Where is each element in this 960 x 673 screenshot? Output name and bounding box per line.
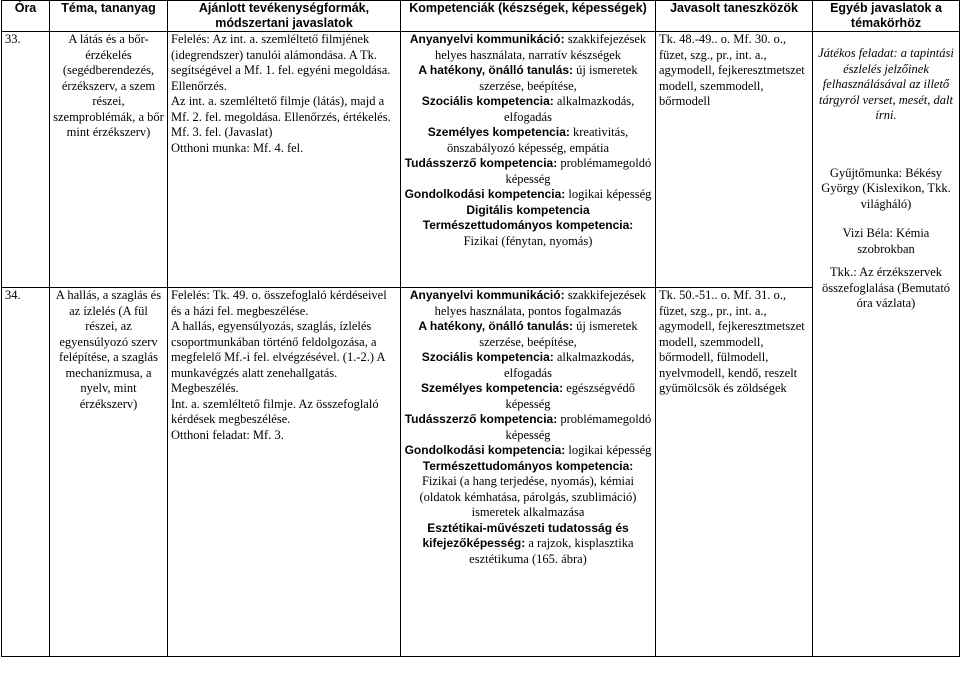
header-tevekenyseg: Ajánlott tevékenységformák, módszertani javaslatok (168, 1, 401, 32)
header-eszkozok: Javasolt taneszközök (656, 1, 813, 32)
row-34-comp-3-text: alkalmazkodás, elfogadás (504, 350, 635, 380)
egyeb-javaslatok (813, 32, 960, 657)
table-row-33 (2, 32, 960, 288)
row-33-tema: A látás és a bőr-érzékelés (segédberendezés, érzékszerv, a szem részei, szemproblémák, a bőr mint érzékszerv) (50, 32, 168, 288)
row-33-comp-8-label: Természettudományos kompetencia: (422, 218, 634, 232)
row-34-act-1: Felelés: Tk. 49. o. összefoglaló kérdéseivel és a házi fel. megbeszélése. (171, 288, 387, 318)
egyeb-vizi: Vizi Béla: Kémia szobrokban (842, 226, 930, 256)
row-33-comp-1-text: szakkifejezések helyes használata, narratív készségek (434, 32, 647, 62)
row-34-comp-2-text: új ismeretek szerzése, beépítése, (479, 319, 638, 349)
egyeb-tkk: Tkk.: Az érzékszervek összefoglalása (Bemutató óra vázlata) (821, 265, 951, 310)
row-34-comp-6-text: logikai képesség (568, 443, 652, 457)
row-34-comp-4-text: egészségvédő képesség (505, 381, 635, 411)
egyeb-gyujtomunka: Gyűjtőmunka: Békésy György (Kislexikon, Tkk. világháló) (821, 165, 951, 211)
row-34-comp-7-label: Természettudományos kompetencia: (422, 458, 634, 473)
header-tema: Téma, tananyag (50, 1, 168, 32)
row-33-comp-1-label: Anyanyelvi kommunikáció: (409, 32, 565, 46)
header-egyeb: Egyéb javaslatok a témakörhöz (813, 1, 960, 32)
row-34-comp-3-label: Szociális kompetencia: (421, 350, 554, 364)
row-34-act-3: Int. a. szemléltető filmje. Az összefoglaló kérdések megbeszélése. (171, 396, 379, 426)
row-34-tevekenyseg (168, 288, 401, 657)
header-ora: Óra (2, 1, 50, 32)
row-34-comp-8-label: Esztétikai-művészeti tudatosság és kifejezőképesség: (422, 520, 629, 550)
row-34-eszkozok: Tk. 50.-51.. o. Mf. 31. o., füzet, szg., pr., int. a., agymodell, fejkeresztmetszet modell, szemmodell, bőrmodell, fülmodell, nyelvmodell, kendő, reszelt gyümölcsök és zöldségek (656, 288, 813, 657)
row-34-comp-8-text: a rajzok, kisplasztika esztétikuma (165. ábra) (469, 536, 634, 566)
row-33-act-2: Az int. a. szemléltető filmje (látás), majd a Mf. 2. fel. megoldása. Ellenőrzés, értékelés. Mf. 3. fel. (Javaslat) (171, 94, 391, 139)
egyeb-jatek: Játékos feladat: a tapintási észlelés jelzőinek felhasználásával az illető tárgyról verset, mesét, dalt írni. (818, 46, 954, 122)
row-33-tevekenyseg (168, 32, 401, 288)
lesson-plan-table (1, 0, 960, 657)
row-33-comp-4-text: kreativitás, önszabályozó képesség, empátia (446, 125, 629, 155)
row-34-ora: 34. (2, 288, 50, 657)
row-33-comp-8-text: Fizikai (fénytan, nyomás) (463, 233, 593, 248)
row-33-eszkozok: Tk. 48.-49.. o. Mf. 30. o., füzet, szg., pr., int. a., agymodell, fejkeresztmetszet modell, szemmodell, bőrmodell (656, 32, 813, 288)
row-33-comp-2-label: A hatékony, önálló tanulás: (418, 63, 574, 77)
row-34-comp-6-label: Gondolkodási kompetencia: (404, 443, 566, 457)
row-34-comp-5-text: problémamegoldó képesség (505, 412, 652, 442)
row-34-comp-5-label: Tudásszerző kompetencia: (404, 412, 558, 426)
header-row (2, 1, 960, 32)
row-33-comp-6-text: logikai képesség (568, 187, 652, 201)
row-33-ora: 33. (2, 32, 50, 288)
row-33-comp-5-text: problémamegoldó képesség (505, 156, 652, 186)
row-34-comp-7-text: Fizikai (a hang terjedése, nyomás), kémiai (oldatok kémhatása, párolgás, szublimáció) ismeretek alkalmazása (419, 474, 637, 519)
row-33-comp-3-text: alkalmazkodás, elfogadás (504, 94, 635, 124)
row-34-act-2: A hallás, egyensúlyozás, szaglás, ízlelés csoportmunkában történő feldolgozása, a megfelelő Mf.-i fel. elvégzésével. (1.-2.) A munkavégzés alatt zenehallgatás. Megbeszélés. (171, 319, 385, 395)
row-33-act-3: Otthoni munka: Mf. 4. fel. (171, 140, 304, 155)
row-34-comp-1-label: Anyanyelvi kommunikáció: (409, 288, 565, 302)
row-34-kompetencia (401, 288, 656, 657)
row-33-comp-6-label: Gondolkodási kompetencia: (404, 187, 566, 201)
row-33-kompetencia (401, 32, 656, 288)
row-34-comp-2-label: A hatékony, önálló tanulás: (418, 319, 574, 333)
row-33-comp-3-label: Szociális kompetencia: (421, 94, 554, 108)
row-34-tema: A hallás, a szaglás és az ízlelés (A fül részei, az egyensúlyozó szerv felépítése, a szaglás mechanizmusa, a nyelv, mint érzékszerv) (50, 288, 168, 657)
row-33-comp-7-label: Digitális kompetencia (466, 202, 590, 217)
row-34-comp-4-label: Személyes kompetencia: (421, 381, 564, 395)
row-34-act-4: Otthoni feladat: Mf. 3. (171, 427, 284, 442)
row-33-act-1: Felelés: Az int. a. szemléltető filmjének (idegrendszer) tanulói alámondása. A Tk. segítségével a Mf. 1. fel. egyéni megoldása. Ellenőrzés. (171, 32, 391, 93)
row-33-comp-4-label: Személyes kompetencia: (427, 125, 570, 139)
row-33-comp-2-text: új ismeretek szerzése, beépítése, (479, 63, 638, 93)
header-kompetencia: Kompetenciák (készségek, képességek) (401, 1, 656, 32)
row-34-comp-1-text: szakkifejezések helyes használata, pontos fogalmazás (434, 288, 647, 318)
row-33-comp-5-label: Tudásszerző kompetencia: (404, 156, 558, 170)
